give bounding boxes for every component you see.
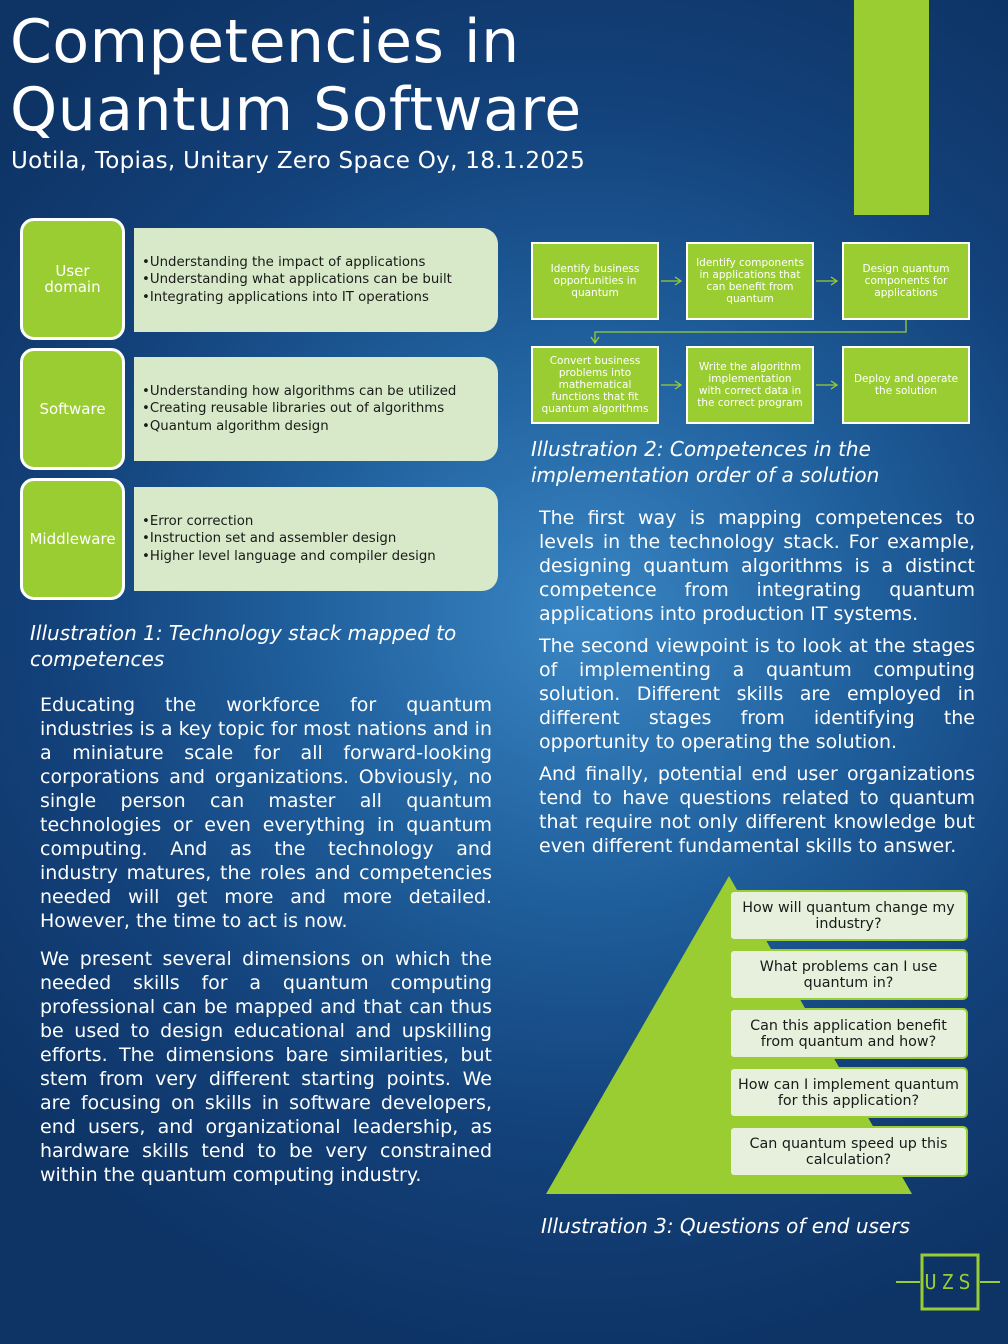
body-paragraph-3: The first way is mapping competences to levels in the technology stack. For example, designing quantum algorithms is a distinct competence from integrating quantum applications into production IT systems. xyxy=(539,507,975,625)
flow-step-2: Identify components in applications that can benefit from quantum xyxy=(686,242,814,320)
title-line-1: Competencies in xyxy=(10,7,520,77)
illustration-1-caption: Illustration 1: Technology stack mapped to competences xyxy=(30,621,457,671)
body-paragraph-5: And finally, potential end user organizations tend to have questions related to quantum that require not only different knowledge but even different fundamental skills to answer. xyxy=(539,763,975,857)
stack-item: •Integrating applications into IT operations xyxy=(142,289,429,305)
body-paragraph-4: The second viewpoint is to look at the stages of implementing a quantum computing solution. Different skills are employed in different stages from identifying the opportunity to operating the solution. xyxy=(539,635,975,753)
body-paragraph-2: We present several dimensions on which the needed skills for a quantum computing professional can be mapped and that can thus be used to design educational and upskilling efforts. The dimensions bare similarities, but stem from very different starting points. We are focusing on skills in software developers, end users, and organizational leadership, as hardware skills tend to be very constrained within the quantum computing industry. xyxy=(40,948,492,1186)
stack-item: •Error correction xyxy=(142,513,254,529)
flow-step-3: Design quantum components for applications xyxy=(842,242,970,320)
author-line: Uotila, Topias, Unitary Zero Space Oy, 18.1.2025 xyxy=(11,148,586,174)
stack-item: •Understanding how algorithms can be utilized xyxy=(142,383,457,399)
page-title xyxy=(10,8,840,144)
flow-step-5: Write the algorithm implementation with correct data in the correct program xyxy=(686,346,814,424)
pyramid-question-1: How will quantum change my industry? xyxy=(729,890,968,941)
flow-connectors xyxy=(520,230,990,430)
uzs-logo xyxy=(896,1251,1000,1311)
flow-step-4: Convert business problems into mathematical functions that fit quantum algorithms xyxy=(531,346,659,424)
logo-text: UZS xyxy=(924,1270,976,1294)
pyramid-question-3: Can this application benefit from quantum and how? xyxy=(729,1008,968,1059)
stack-label-middleware: Middleware xyxy=(20,478,125,600)
stack-item: •Instruction set and assembler design xyxy=(142,531,397,547)
stack-item: •Creating reusable libraries out of algorithms xyxy=(142,401,445,417)
illustration-3-caption: Illustration 3: Questions of end users xyxy=(541,1214,910,1238)
flow-step-6: Deploy and operate the solution xyxy=(842,346,970,424)
pyramid-question-5: Can quantum speed up this calculation? xyxy=(729,1126,968,1177)
stack-item: •Understanding the impact of applications xyxy=(142,254,426,270)
stack-box-user-domain xyxy=(134,228,498,332)
stack-item: •Quantum algorithm design xyxy=(142,418,329,434)
pyramid-question-2: What problems can I use quantum in? xyxy=(729,949,968,1000)
accent-bar xyxy=(854,0,929,215)
stack-box-middleware xyxy=(134,487,498,591)
body-paragraph-1: Educating the workforce for quantum industries is a key topic for most nations and in a miniature scale for all forward-looking corporations and organizations. Obviously, no single person can master all quantum technologies or even everything in quantum computing. And as the technology and industry matures, the roles and competencies needed will get more and more detailed. However, the time to act is now. xyxy=(40,694,492,932)
title-line-2: Quantum Software xyxy=(10,75,582,145)
flow-step-1: Identify business opportunities in quantum xyxy=(531,242,659,320)
stack-item: •Higher level language and compiler design xyxy=(142,548,436,564)
illustration-2-caption: Illustration 2: Competences in the implementation order of a solution xyxy=(531,437,880,487)
stack-label-software: Software xyxy=(20,348,125,470)
pyramid-question-4: How can I implement quantum for this application? xyxy=(729,1067,968,1118)
stack-label-user-domain: User domain xyxy=(20,218,125,340)
stack-item: •Understanding what applications can be built xyxy=(142,272,452,288)
stack-box-software xyxy=(134,357,498,461)
